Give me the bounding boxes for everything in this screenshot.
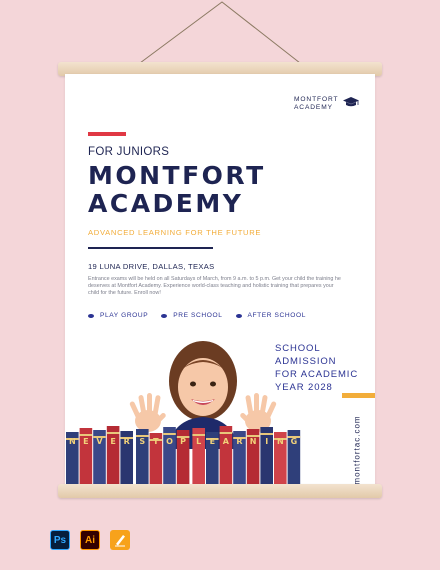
book-letter: R <box>123 437 130 446</box>
app-icon-row <box>50 530 130 550</box>
red-accent-bar <box>88 132 126 136</box>
book-letter: N <box>276 437 284 446</box>
book-letter: O <box>166 437 173 446</box>
photoshop-icon[interactable]: Ps <box>50 530 70 550</box>
admission-line: ADMISSION <box>275 356 337 367</box>
book-band <box>163 433 176 435</box>
program-item <box>236 312 307 319</box>
book-letter: E <box>209 437 216 446</box>
book-letter: S <box>139 437 146 446</box>
book-letter: N <box>249 437 257 446</box>
bullet-icon <box>236 314 242 318</box>
book-letter: V <box>96 437 103 446</box>
book-letter: A <box>222 437 230 446</box>
program-item <box>88 312 148 319</box>
book-letter: G <box>290 437 298 446</box>
program-list <box>88 312 306 319</box>
book-band <box>107 432 120 434</box>
kicker-text: FOR JUNIORS <box>88 146 170 158</box>
book-row <box>65 420 345 486</box>
book-letter: N <box>68 437 76 446</box>
book-spine <box>260 427 273 486</box>
book-spine <box>107 426 120 486</box>
graduation-cap-icon <box>342 96 360 108</box>
hanging-string <box>0 0 440 70</box>
bottom-wooden-rod <box>58 484 382 498</box>
book-letter: E <box>110 437 116 446</box>
divider <box>88 247 213 249</box>
program-item <box>161 312 222 319</box>
book-letter: L <box>196 437 202 446</box>
pages-icon[interactable] <box>110 530 130 550</box>
book-letter: E <box>83 437 89 446</box>
book-band <box>220 432 233 434</box>
program-label: AFTER SCHOOL <box>247 312 307 319</box>
book-band <box>80 434 93 436</box>
pen-icon <box>113 533 127 547</box>
title-line1: MONTFORT <box>88 161 266 190</box>
book-band <box>260 433 273 435</box>
website-text: montfortac.com <box>352 414 362 485</box>
website-vertical <box>347 412 367 486</box>
book-letter: T <box>153 437 159 446</box>
illustrator-icon[interactable]: Ai <box>80 530 100 550</box>
yellow-accent-bar <box>342 393 375 398</box>
admission-line: SCHOOL <box>275 343 321 354</box>
academy-logo <box>294 96 338 112</box>
program-label: PLAY GROUP <box>100 312 149 319</box>
program-label: PRE SCHOOL <box>173 312 223 319</box>
book-spine <box>220 426 233 486</box>
title-line2: ACADEMY <box>88 189 244 218</box>
bullet-icon <box>161 314 167 318</box>
book-band <box>192 434 205 436</box>
book-spine <box>163 427 176 486</box>
logo-line1: MONTFORT <box>294 96 339 103</box>
admission-line: FOR ACADEMIC <box>275 369 359 380</box>
admission-line: YEAR 2028 <box>275 382 333 393</box>
body-text: Entrance exams will be held on all Saturdays of March, from 9 a.m. to 5 p.m. Get your child the training he deserves at Montfort Academy. Experience world-class teaching and holistic training that prepares your child for the future. Enroll now! <box>88 276 341 297</box>
subtitle: ADVANCED LEARNING FOR THE FUTURE <box>88 228 262 237</box>
poster <box>65 74 375 486</box>
book-letter: R <box>236 437 243 446</box>
book-letter: I <box>265 437 269 446</box>
bullet-icon <box>88 314 94 318</box>
poster-title <box>88 162 266 218</box>
logo-line2: ACADEMY <box>294 104 333 111</box>
admission-text <box>275 342 370 394</box>
book-letter: P <box>180 437 187 446</box>
address: 19 LUNA DRIVE, DALLAS, TEXAS <box>88 262 215 271</box>
